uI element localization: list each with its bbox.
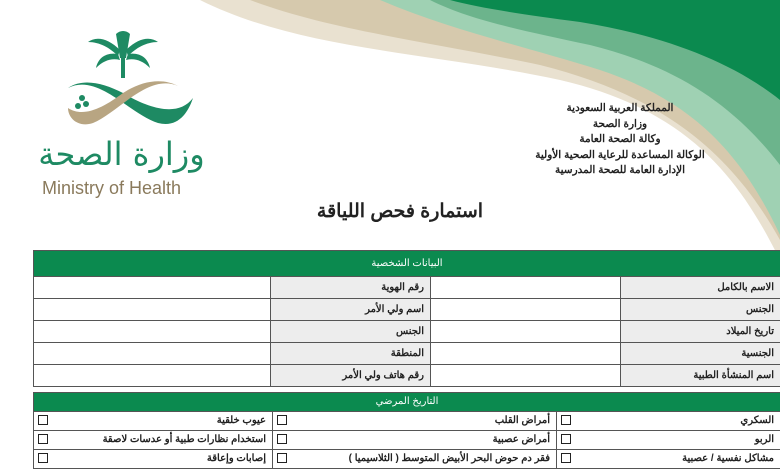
field-label: المنطقة: [271, 343, 431, 365]
condition-label: فقر دم حوض البحر الأبيض المتوسط ( الثلاسيميا ): [293, 450, 557, 469]
logo-arabic-text: وزارة الصحة: [38, 135, 205, 173]
field-label: الاسم بالكامل: [621, 277, 780, 299]
value-field[interactable]: [431, 343, 621, 365]
table-row: [34, 277, 780, 299]
palm-tree-and-swords-icon: [38, 28, 208, 138]
checkbox[interactable]: [561, 415, 571, 425]
field-label: رقم هاتف ولي الأمر: [271, 365, 431, 387]
value-field[interactable]: [431, 321, 621, 343]
checkbox[interactable]: [277, 453, 287, 463]
table-row: [34, 299, 780, 321]
field-label: الجنسية: [621, 343, 780, 365]
table-row: [34, 450, 780, 469]
condition-label: أمراض عصبية: [293, 431, 557, 450]
condition-label: مشاكل نفسية / عصبية: [577, 450, 780, 469]
value-field[interactable]: [34, 365, 271, 387]
condition-label: أمراض القلب: [293, 412, 557, 431]
organization-header: [520, 101, 720, 179]
value-field[interactable]: [34, 343, 271, 365]
checkbox[interactable]: [277, 415, 287, 425]
checkbox[interactable]: [38, 415, 48, 425]
condition-label: استخدام نظارات طبية أو عدسات لاصقة: [54, 431, 273, 450]
field-label: رقم الهوية: [271, 277, 431, 299]
table-row: [34, 343, 780, 365]
checkbox[interactable]: [561, 434, 571, 444]
value-field[interactable]: [34, 321, 271, 343]
condition-label: إصابات وإعاقة: [54, 450, 273, 469]
org-line: الوكالة المساعدة للرعاية الصحية الأولية: [535, 148, 705, 161]
org-line: وزارة الصحة: [592, 117, 648, 130]
org-line: وكالة الصحة العامة: [579, 133, 661, 145]
field-label: تاريخ الميلاد: [621, 321, 780, 343]
value-field[interactable]: [34, 277, 271, 299]
org-line: الإدارة العامة للصحة المدرسية: [554, 164, 685, 176]
value-field[interactable]: [34, 299, 271, 321]
value-field[interactable]: [431, 299, 621, 321]
personal-section-header: البيانات الشخصية: [34, 251, 780, 277]
field-label: اسم ولي الأمر: [271, 299, 431, 321]
checkbox[interactable]: [277, 434, 287, 444]
table-row: [34, 412, 780, 431]
table-row: [34, 431, 780, 450]
condition-label: السكري: [577, 412, 780, 431]
field-label: الجنس: [621, 299, 780, 321]
condition-label: عيوب خلقية: [54, 412, 273, 431]
medical-section-header: التاريخ المرضي: [34, 393, 780, 412]
form-title: استمارة فحص اللياقة: [316, 201, 484, 222]
field-label: اسم المنشأة الطبية: [621, 365, 780, 387]
value-field[interactable]: [431, 365, 621, 387]
condition-label: الربو: [577, 431, 780, 450]
table-row: [34, 321, 780, 343]
checkbox[interactable]: [38, 453, 48, 463]
checkbox[interactable]: [561, 453, 571, 463]
personal-data-table: [33, 250, 780, 387]
org-line: المملكة العربية السعودية: [566, 102, 674, 114]
table-row: [34, 365, 780, 387]
medical-history-table: [33, 392, 780, 469]
field-label: الجنس: [271, 321, 431, 343]
value-field[interactable]: [431, 277, 621, 299]
checkbox[interactable]: [38, 434, 48, 444]
logo-english-text: Ministry of Health: [42, 178, 182, 198]
